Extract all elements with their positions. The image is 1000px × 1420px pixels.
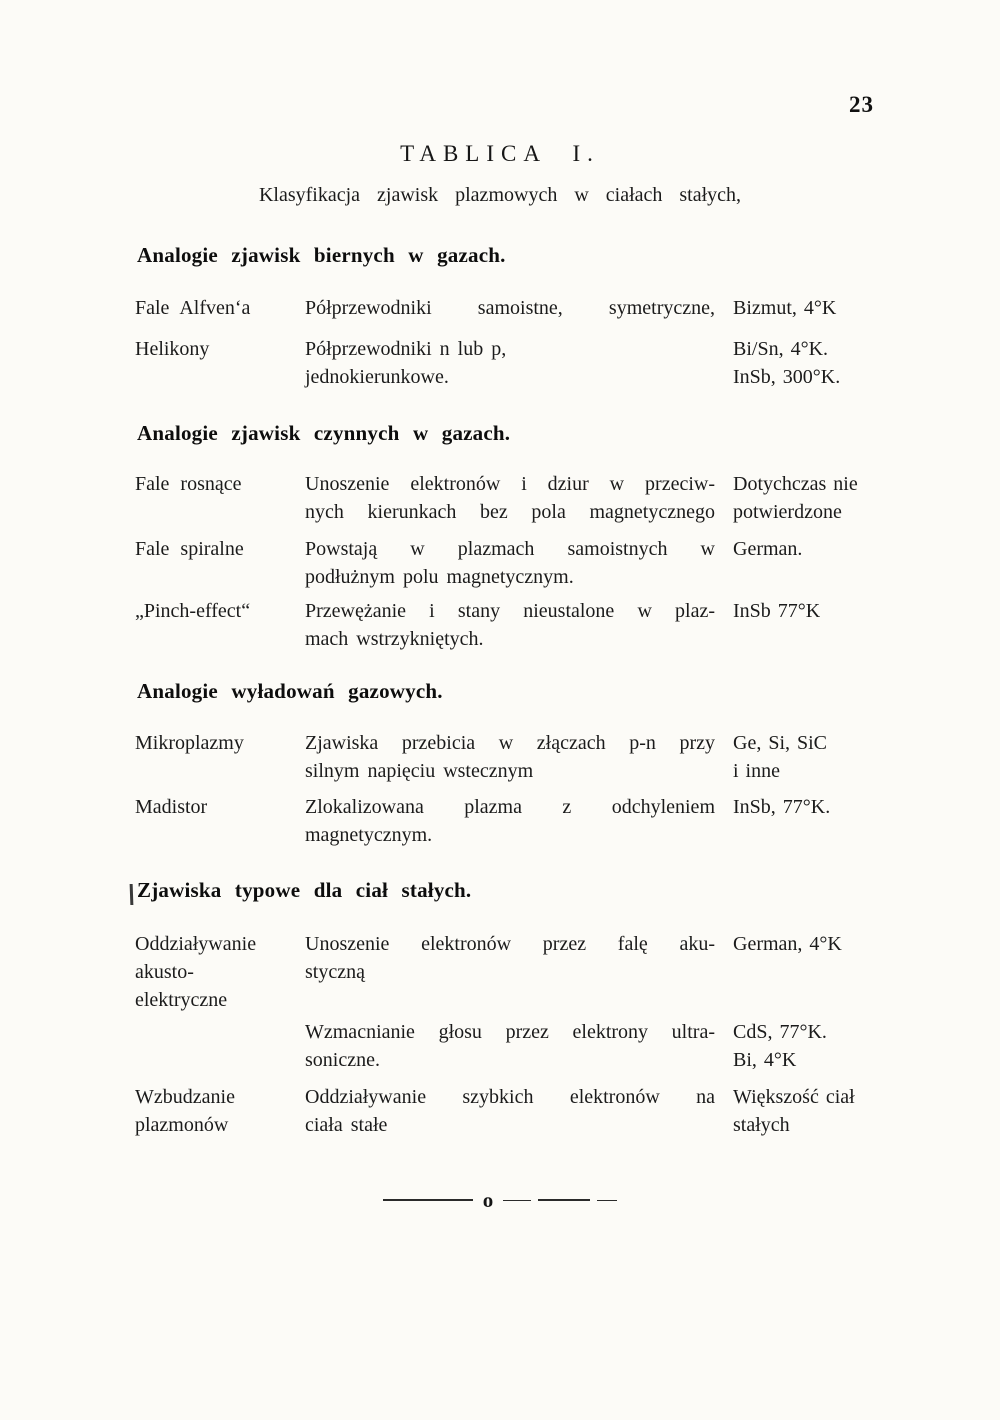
ornament-o: o — [482, 1187, 494, 1212]
material-line: InSb, 77°K. — [733, 796, 831, 818]
section-header-passive-gas-analogies: Analogie zjawisk biernych w gazach. — [137, 243, 506, 267]
material-line: Bi/Sn, 4°K. — [733, 338, 829, 360]
material-column — [733, 470, 898, 526]
term-column — [135, 930, 300, 1014]
material-line: CdS, 77°K. — [733, 1021, 827, 1043]
material-column — [733, 535, 898, 563]
material-line: i inne — [733, 760, 780, 782]
term-column — [135, 470, 300, 498]
description-column — [305, 930, 715, 986]
description-line: ciała stałe — [305, 1114, 388, 1136]
term-line: akusto- — [135, 961, 194, 983]
term-line: „Pinch-effect“ — [135, 600, 251, 622]
description-column — [305, 294, 715, 322]
material-line: potwierdzone — [733, 501, 842, 523]
description-line: Powstają w plazmach samoistnych w — [305, 538, 715, 560]
section-header-gas-discharge-analogies: Analogie wyładowań gazowych. — [137, 679, 443, 703]
term-column — [135, 294, 300, 322]
term-column — [135, 1083, 300, 1139]
term-line: plazmonów — [135, 1114, 229, 1136]
description-column — [305, 793, 715, 849]
description-column — [305, 1018, 715, 1074]
material-column — [733, 294, 898, 322]
material-line: InSb, 300°K. — [733, 366, 841, 388]
term-line: Mikroplazmy — [135, 732, 244, 754]
description-line: soniczne. — [305, 1049, 380, 1071]
description-column — [305, 729, 715, 785]
description-column — [305, 535, 715, 591]
term-column — [135, 729, 300, 757]
material-line: Ge, Si, SiC — [733, 732, 828, 754]
term-line: Fale Alfven‘a — [135, 297, 251, 319]
term-line: Madistor — [135, 796, 208, 818]
description-line: Oddziaływanie szybkich elektronów na — [305, 1086, 715, 1108]
description-column — [305, 597, 715, 653]
description-line: silnym napięciu wstecznym — [305, 760, 534, 782]
table-title: TABLICA I. — [400, 141, 600, 166]
term-line: elektryczne — [135, 989, 228, 1011]
description-line: Unoszenie elektronów przez falę aku- — [305, 933, 715, 955]
material-line: Dotychczas nie — [733, 473, 858, 495]
term-line: Helikony — [135, 338, 210, 360]
scan-artifact — [130, 884, 134, 905]
description-line: Półprzewodniki n lub p, — [305, 338, 507, 360]
material-column — [733, 793, 898, 821]
ornament-rule-right — [503, 1200, 531, 1201]
table-subtitle: Klasyfikacja zjawisk plazmowych w ciałach stałych, — [258, 184, 742, 206]
material-line: German, 4°K — [733, 933, 842, 955]
description-column — [305, 470, 715, 526]
material-column — [733, 930, 898, 958]
material-line: Bi, 4°K — [733, 1049, 797, 1071]
description-line: Półprzewodniki samoistne, symetryczne, — [305, 297, 715, 319]
description-column — [305, 335, 715, 391]
material-column — [733, 1018, 898, 1074]
description-line: magnetycznym. — [305, 824, 433, 846]
term-line: Fale spiralne — [135, 538, 244, 560]
material-line: German. — [733, 538, 803, 560]
description-line: nych kierunkach bez pola magnetycznego — [305, 501, 715, 523]
description-line: jednokierunkowe. — [305, 366, 449, 388]
term-column — [135, 597, 300, 625]
description-line: Wzmacnianie głosu przez elektrony ultra- — [305, 1021, 715, 1043]
material-line: stałych — [733, 1114, 790, 1136]
description-line: podłużnym polu magnetycznym. — [305, 566, 574, 588]
description-line: Unoszenie elektronów i dziur w przeciw- — [305, 473, 715, 495]
material-line: Większość ciał — [733, 1086, 855, 1108]
section-header-solid-state-phenomena: Zjawiska typowe dla ciał stałych. — [137, 878, 472, 902]
description-line: styczną — [305, 961, 365, 983]
description-column — [305, 1083, 715, 1139]
material-column — [733, 729, 898, 785]
term-line: Fale rosnące — [135, 473, 242, 495]
term-column — [135, 535, 300, 563]
material-column — [733, 1083, 898, 1139]
ornament-rule-right — [538, 1199, 590, 1201]
end-ornament — [0, 1188, 1000, 1212]
term-line: Oddziaływanie — [135, 933, 257, 955]
section-header-active-gas-analogies: Analogie zjawisk czynnych w gazach. — [137, 421, 511, 445]
material-column — [733, 335, 898, 391]
material-column — [733, 597, 898, 625]
material-line: InSb 77°K — [733, 600, 821, 622]
description-line: Zjawiska przebicia w złączach p-n przy — [305, 732, 715, 754]
description-line: mach wstrzykniętych. — [305, 628, 484, 650]
ornament-rule-right — [597, 1200, 617, 1201]
term-column — [135, 335, 300, 363]
term-column — [135, 793, 300, 821]
description-line: Przewężanie i stany nieustalone w plaz- — [305, 600, 715, 622]
ornament-rule-left — [383, 1199, 473, 1201]
page-number: 23 — [849, 92, 874, 117]
description-line: Zlokalizowana plazma z odchyleniem — [305, 796, 715, 818]
term-line: Wzbudzanie — [135, 1086, 235, 1108]
material-line: Bizmut, 4°K — [733, 297, 837, 319]
